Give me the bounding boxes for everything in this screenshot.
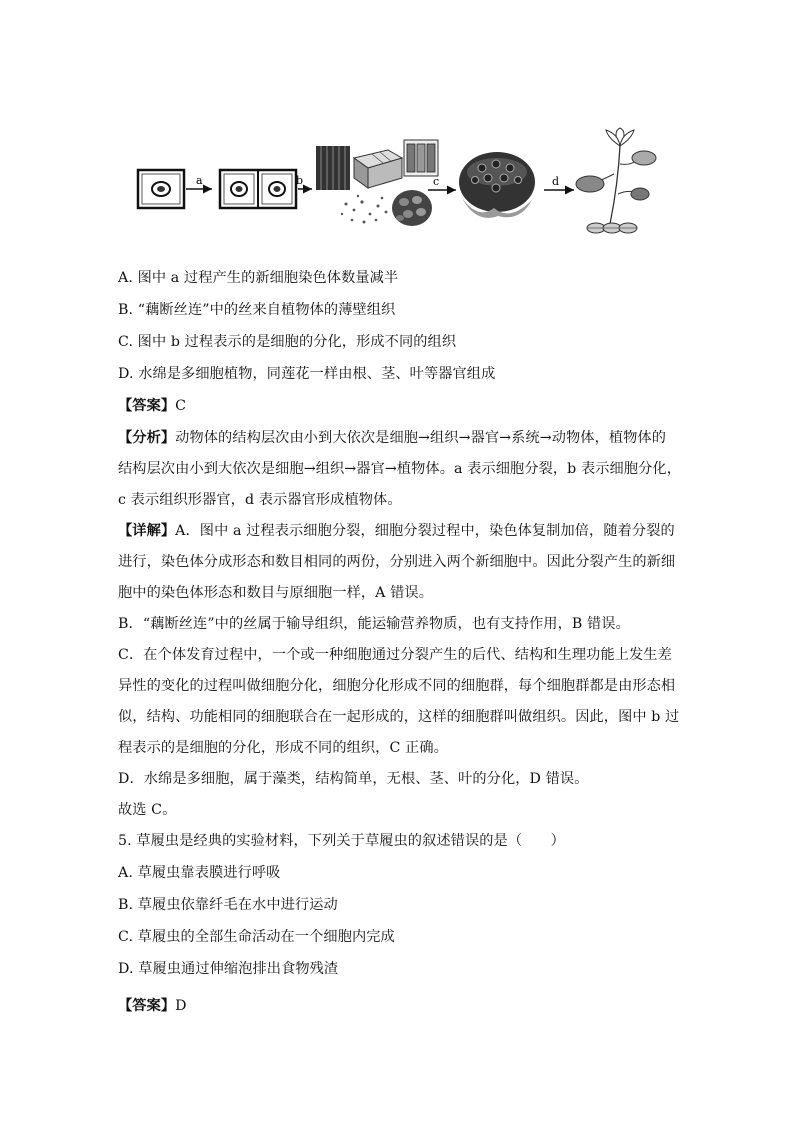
detail-line-7: 似，结构、功能相同的细胞联合在一起形成的，这样的细胞群叫做组织。因此，图中 b 过 xyxy=(118,709,680,725)
q5-option-d: D. 草履虫通过伸缩泡排出食物残渣 xyxy=(118,961,339,977)
q4-option-b: B. “藕断丝连”中的丝来自植物体的薄壁组织 xyxy=(118,302,396,318)
analysis-tag: 【分析】 xyxy=(118,430,176,446)
analysis-text: 动物体的结构层次由小到大依次是细胞→组织→器官→系统→动物体，植物体的 xyxy=(175,430,667,446)
lotus-plant-image xyxy=(576,128,656,233)
answer-tag: 【答案】 xyxy=(118,398,176,414)
detail-text: A．图中 a 过程表示细胞分裂，细胞分裂过程中，染色体复制加倍，随着分裂的 xyxy=(175,523,675,539)
detail-line-8: 程表示的是细胞的分化，形成不同的组织，C 正确。 xyxy=(118,740,448,756)
q5-option-b: B. 草履虫依靠纤毛在水中进行运动 xyxy=(118,897,338,913)
detail-line-1 xyxy=(118,521,675,541)
q5-answer xyxy=(118,996,187,1016)
arrow-c-label: c xyxy=(433,175,440,188)
detail-line-3: 胞中的染色体形态和数目与原细胞一样，A 错误。 xyxy=(118,585,433,601)
q5-stem: 5. 草履虫是经典的实验材料，下列关于草履虫的叙述错误的是（ ） xyxy=(118,833,565,849)
detail-line-4: B．“藕断丝连”中的丝属于输导组织，能运输营养物质，也有支持作用，B 错误。 xyxy=(118,616,630,632)
detail-line-6: 异性的变化的过程叫做细胞分化，细胞分化形成不同的细胞群，每个细胞群都是由形态相 xyxy=(118,678,676,694)
detail-line-9: D．水绵是多细胞，属于藻类，结构简单，无根、茎、叶的分化，D 错误。 xyxy=(118,771,589,787)
detail-line-2: 进行，染色体分成形态和数目相同的两份，分别进入两个新细胞中。因此分裂产生的新细 xyxy=(118,554,676,570)
q4-answer xyxy=(118,396,186,416)
tissues-image xyxy=(316,140,438,226)
arrow-d-label: d xyxy=(552,175,560,188)
analysis-line-3: c 表示组织形器官，d 表示器官形成植物体。 xyxy=(118,492,402,508)
q5-option-a: A. 草履虫靠表膜进行呼吸 xyxy=(118,865,281,881)
two-cells-image xyxy=(220,170,296,208)
q4-option-d: D. 水绵是多细胞植物，同莲花一样由根、茎、叶等器官组成 xyxy=(118,366,496,382)
single-cell-image xyxy=(138,170,184,208)
answer-value: D xyxy=(175,998,187,1014)
lotus-pod-image xyxy=(459,152,535,218)
answer-tag: 【答案】 xyxy=(118,998,176,1014)
arrow-a-label: a xyxy=(196,174,203,187)
q4-option-a: A. 图中 a 过程产生的新细胞染色体数量减半 xyxy=(118,270,399,286)
detail-line-10: 故选 C。 xyxy=(118,802,177,818)
cell-development-figure xyxy=(132,124,662,234)
q5-option-c: C. 草履虫的全部生命活动在一个细胞内完成 xyxy=(118,929,395,945)
detail-line-5: C．在个体发育过程中，一个或一种细胞通过分裂产生的后代、结构和生理功能上发生差 xyxy=(118,647,672,663)
detail-tag: 【详解】 xyxy=(118,523,176,539)
figure-svg xyxy=(132,124,662,234)
analysis-line-1 xyxy=(118,428,666,448)
answer-value: C xyxy=(175,398,187,414)
arrow-b-label: b xyxy=(296,174,304,187)
q4-option-c: C. 图中 b 过程表示的是细胞的分化，形成不同的组织 xyxy=(118,334,457,350)
analysis-line-2: 结构层次由小到大依次是细胞→组织→器官→植物体。a 表示细胞分裂，b 表示细胞分化， xyxy=(118,461,681,477)
